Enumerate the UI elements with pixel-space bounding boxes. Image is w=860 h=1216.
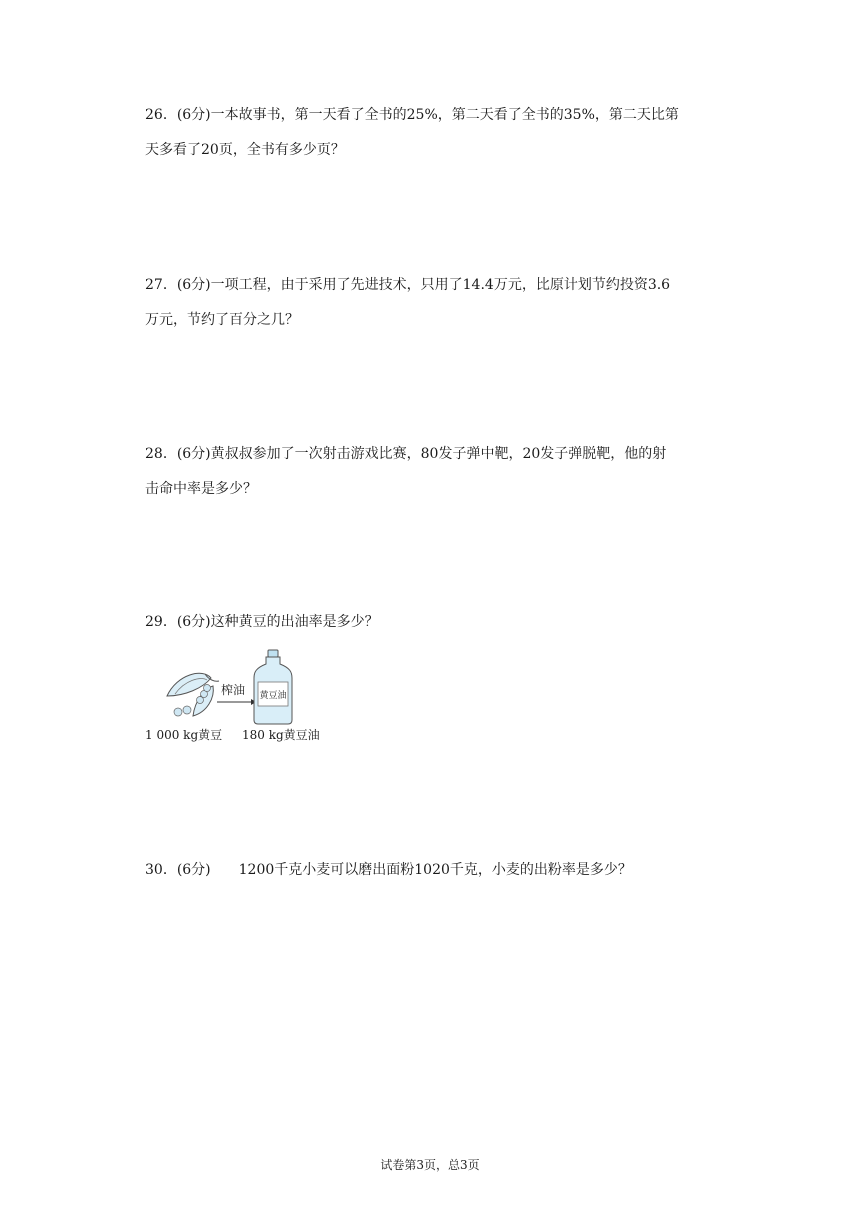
soybean-oil-figure	[145, 644, 335, 744]
oil-bottle-icon	[254, 650, 292, 724]
question-30-line-1: 30．(6分) 1200千克小麦可以磨出面粉1020千克，小麦的出粉率是多少？	[145, 862, 632, 878]
question-30	[145, 853, 725, 888]
soybean-pod-icon	[167, 673, 219, 716]
question-28-line-2: 击命中率是多少？	[145, 481, 257, 497]
soybean-caption: 1 000 kg黄豆	[145, 728, 223, 742]
page-footer: 试卷第3页，总3页	[380, 1158, 480, 1172]
arrow-label: 榨油	[221, 683, 246, 697]
question-27-line-2: 万元，节约了百分之几？	[145, 312, 299, 328]
question-28-line-1: 28．(6分)黄叔叔参加了一次射击游戏比赛，80发子弹中靶，20发子弹脱靶，他的射	[145, 446, 667, 462]
question-26-line-2: 天多看了20页，全书有多少页？	[145, 142, 345, 158]
question-27-line-1: 27．(6分)一项工程，由于采用了先进技术，只用了14.4万元，比原计划节约投资3.6	[145, 277, 671, 293]
question-26-line-1: 26．(6分)一本故事书，第一天看了全书的25%，第二天看了全书的35%，第二天比第	[145, 107, 679, 123]
oil-caption: 180 kg黄豆油	[242, 728, 320, 742]
question-26	[145, 98, 725, 168]
question-29	[145, 605, 725, 640]
question-28	[145, 437, 725, 507]
question-29-line-1: 29．(6分)这种黄豆的出油率是多少？	[145, 614, 379, 630]
bottle-label: 黄豆油	[259, 691, 287, 701]
question-27	[145, 268, 725, 338]
